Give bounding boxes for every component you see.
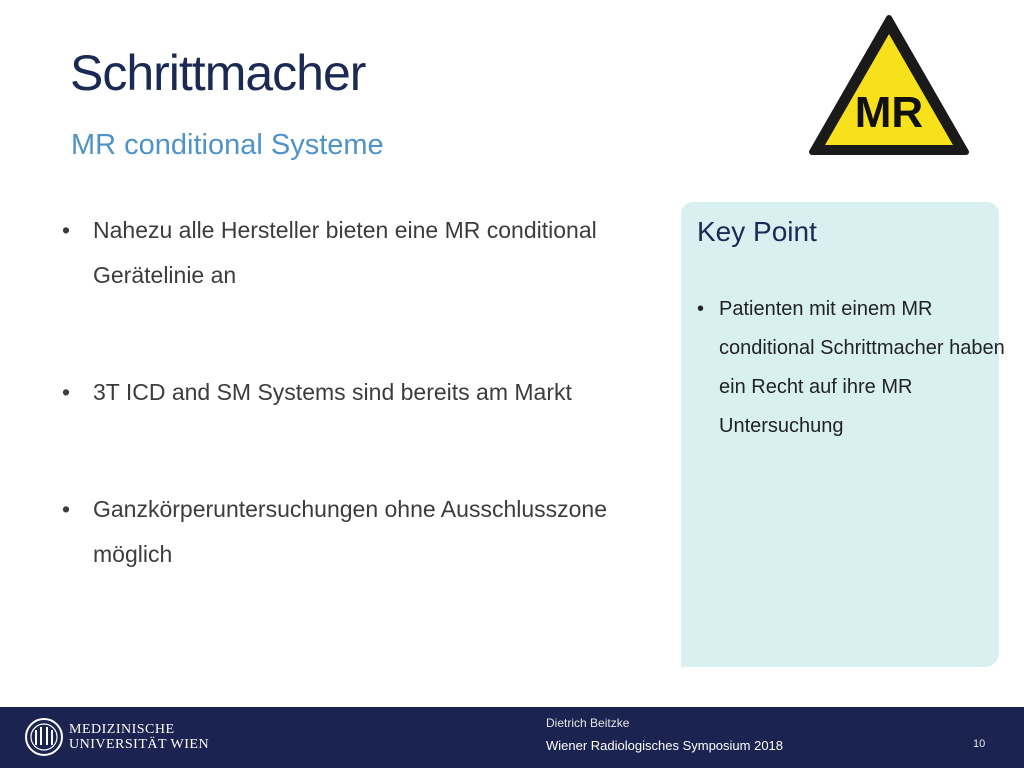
bullet-list xyxy=(62,208,672,577)
university-seal-icon xyxy=(24,715,64,759)
presenter-name: Dietrich Beitzke xyxy=(546,716,630,730)
mr-badge-label: MR xyxy=(854,88,924,137)
key-point-title: Key Point xyxy=(697,216,817,247)
logo-line-2: UNIVERSITÄT WIEN xyxy=(69,737,210,752)
bullet-text: Nahezu alle Hersteller bieten eine MR conditional Gerätelinie an xyxy=(93,217,597,288)
university-logo-text xyxy=(69,722,209,752)
bullet-marker: • xyxy=(62,496,71,522)
bullet-marker: • xyxy=(697,298,705,320)
bullet-marker: • xyxy=(62,379,71,405)
key-point-text: Patienten mit einem MR conditional Schrittmacher haben ein Recht auf ihre MR Untersuchung xyxy=(719,298,1005,437)
footer-bar xyxy=(0,707,1024,768)
slide-title: Schrittmacher xyxy=(70,45,366,101)
slide-subtitle: MR conditional Systeme xyxy=(71,129,384,161)
page-number: 10 xyxy=(973,738,986,750)
key-point-box xyxy=(681,202,1005,667)
key-point-bullet xyxy=(697,290,1009,446)
event-name: Wiener Radiologisches Symposium 2018 xyxy=(546,738,784,753)
bullet-text: Ganzkörperuntersuchungen ohne Ausschlusszone möglich xyxy=(93,496,608,567)
bullet-item xyxy=(62,370,672,415)
bullet-item xyxy=(62,487,672,577)
bullet-marker: • xyxy=(62,217,71,243)
mr-warning-triangle-icon xyxy=(806,12,972,158)
bullet-item xyxy=(62,208,672,298)
bullet-text: 3T ICD and SM Systems sind bereits am Markt xyxy=(93,379,572,405)
logo-line-1: MEDIZINISCHE xyxy=(69,722,175,737)
